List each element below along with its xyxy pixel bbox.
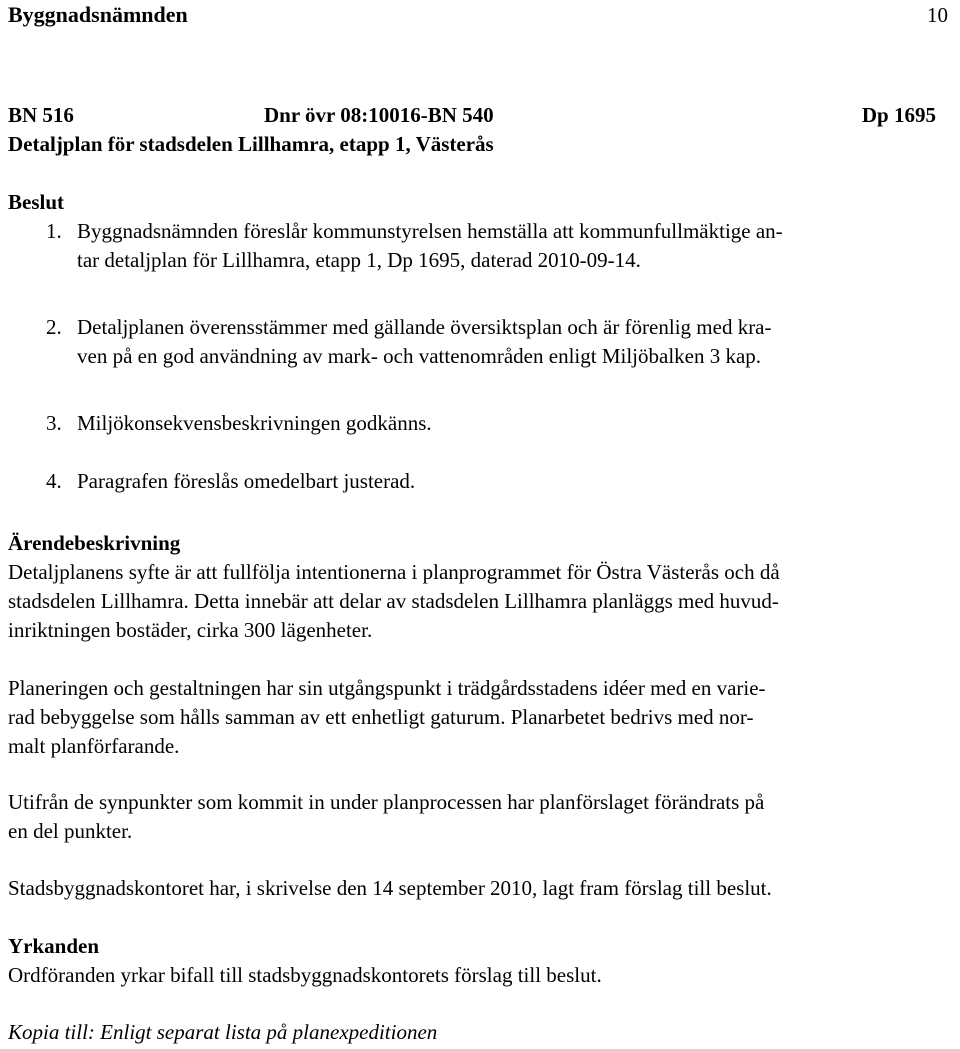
diary-number: Dnr övr 08:10016-BN 540	[264, 103, 494, 127]
beslut-item-1	[46, 217, 783, 275]
arende-paragraph-2	[8, 674, 766, 761]
bn-number: BN 516	[8, 103, 74, 127]
item-number: 1.	[46, 219, 62, 243]
copy-to-note: Kopia till: Enligt separat lista på planexpeditionen	[8, 1020, 438, 1044]
arende-paragraph-1	[8, 558, 780, 645]
arende-paragraph-4	[8, 874, 772, 903]
paragraph-line: Detaljplanens syfte är att fullfölja intentionerna i planprogrammet för Östra Västerås och då	[8, 560, 780, 584]
beslut-item-4	[46, 467, 415, 496]
case-subject: Detaljplan för stadsdelen Lillhamra, etapp 1, Västerås	[8, 132, 494, 156]
paragraph-line: Utifrån de synpunkter som kommit in under planprocessen har planförslaget förändrats på	[8, 790, 765, 814]
paragraph-line: rad bebyggelse som hålls samman av ett enhetligt gaturum. Planarbetet bedrivs med nor-	[8, 705, 754, 729]
yrkanden-heading: Yrkanden	[8, 934, 100, 958]
beslut-item-2	[46, 313, 772, 371]
page-number: 10	[927, 3, 948, 27]
item-line: ven på en god användning av mark- och vattenområden enligt Miljöbalken 3 kap.	[77, 344, 762, 368]
item-line: Paragrafen föreslås omedelbart justerad.	[77, 469, 416, 493]
item-number: 3.	[46, 411, 62, 435]
paragraph-line: stadsdelen Lillhamra. Detta innebär att delar av stadsdelen Lillhamra planläggs med huvud-	[8, 589, 779, 613]
item-line: Detaljplanen överensstämmer med gällande översiktsplan och är förenlig med kra-	[77, 315, 772, 339]
paragraph-line: Planeringen och gestaltningen har sin utgångspunkt i trädgårdsstadens idéer med en varie-	[8, 676, 766, 700]
arende-paragraph-3	[8, 788, 764, 846]
item-line: Byggnadsnämnden föreslår kommunstyrelsen hemställa att kommunfullmäktige an-	[77, 219, 783, 243]
yrkanden-text: Ordföranden yrkar bifall till stadsbyggnadskontorets förslag till beslut.	[8, 963, 602, 987]
paragraph-line: inriktningen bostäder, cirka 300 lägenheter.	[8, 618, 373, 642]
arende-heading: Ärendebeskrivning	[8, 531, 181, 555]
item-line: Miljökonsekvensbeskrivningen godkänns.	[77, 411, 432, 435]
paragraph-line: en del punkter.	[8, 819, 133, 843]
beslut-heading: Beslut	[8, 190, 65, 214]
document-header-title: Byggnadsnämnden	[8, 2, 188, 27]
item-line: tar detaljplan för Lillhamra, etapp 1, Dp 1695, daterad 2010-09-14.	[77, 248, 641, 272]
beslut-item-3	[46, 409, 432, 438]
detail-plan-number: Dp 1695	[861, 103, 936, 127]
item-number: 4.	[46, 469, 62, 493]
item-number: 2.	[46, 315, 62, 339]
paragraph-line: Stadsbyggnadskontoret har, i skrivelse den 14 september 2010, lagt fram förslag till beslut.	[8, 876, 772, 900]
paragraph-line: malt planförfarande.	[8, 734, 180, 758]
